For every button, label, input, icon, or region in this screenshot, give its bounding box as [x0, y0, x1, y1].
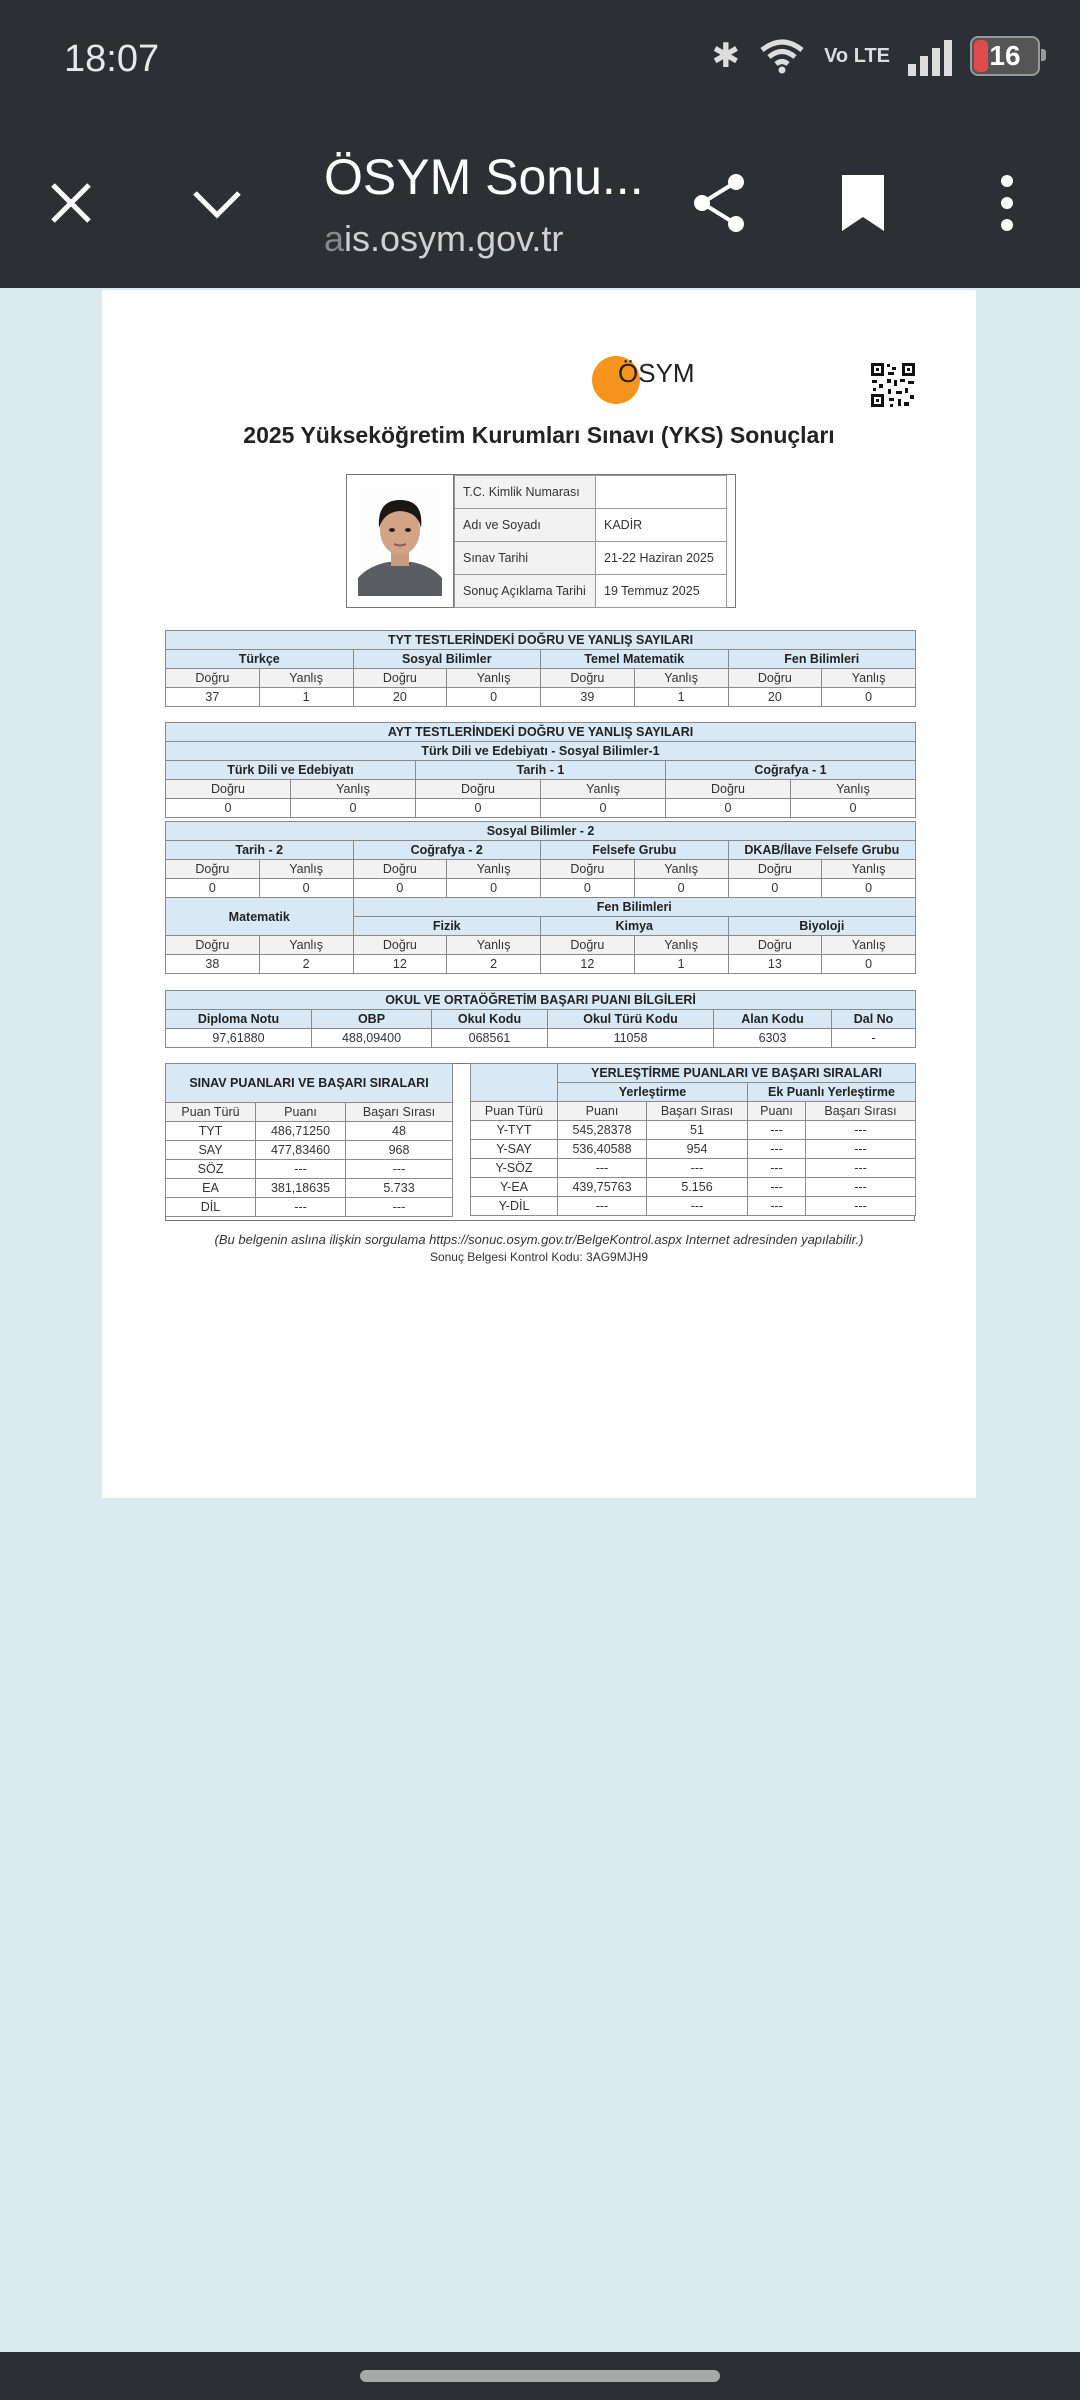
placement-cell: ---	[748, 1197, 806, 1216]
col-label: Yanlış	[634, 669, 728, 688]
school-table	[165, 990, 916, 1048]
placement-cell: ---	[806, 1159, 916, 1178]
ayt-title: AYT TESTLERİNDEKİ DOĞRU VE YANLIŞ SAYILARI	[166, 723, 916, 742]
id-value-name: KADİR	[596, 509, 727, 542]
placement-cell: Y-TYT	[471, 1121, 558, 1140]
placement-header: Puan Türü	[471, 1102, 558, 1121]
exam-cell: EA	[166, 1179, 256, 1198]
exam-cell: 477,83460	[256, 1141, 346, 1160]
placement-cell: ---	[558, 1197, 647, 1216]
placement-header: Puanı	[748, 1102, 806, 1121]
col-label: Doğru	[728, 936, 822, 955]
col-label: Doğru	[541, 860, 635, 879]
ayt-table-group1	[165, 722, 916, 818]
exam-cell: 968	[346, 1141, 453, 1160]
placement-cell: ---	[806, 1140, 916, 1159]
placement-cell: ---	[806, 1178, 916, 1197]
more-vert-icon	[999, 175, 1015, 231]
placement-cell: Y-SÖZ	[471, 1159, 558, 1178]
tyt-value: 1	[634, 688, 728, 707]
tyt-value: 20	[353, 688, 447, 707]
ayt-subject: Kimya	[541, 917, 729, 936]
ayt-value: 13	[728, 955, 822, 974]
id-key-tc: T.C. Kimlik Numarası	[455, 476, 596, 509]
school-value: 6303	[714, 1029, 832, 1048]
ayt-value: 0	[822, 955, 916, 974]
tyt-subject: Temel Matematik	[541, 650, 729, 669]
exam-scores-title: SINAV PUANLARI VE BAŞARI SIRALARI	[166, 1064, 453, 1103]
placement-title: YERLEŞTİRME PUANLARI VE BAŞARI SIRALARI	[558, 1064, 916, 1083]
volte-indicator: Vo LTE	[824, 45, 890, 67]
bookmark-icon	[840, 173, 886, 233]
exam-scores-table	[165, 1063, 453, 1217]
close-tab-button[interactable]	[26, 158, 116, 248]
exam-header: Başarı Sırası	[346, 1103, 453, 1122]
id-value-result-date: 19 Temmuz 2025	[596, 575, 727, 608]
tyt-subject: Türkçe	[166, 650, 354, 669]
ayt-value: 38	[166, 955, 260, 974]
id-value-tc	[596, 476, 727, 509]
exam-cell: SÖZ	[166, 1160, 256, 1179]
status-time: 18:07	[64, 38, 160, 80]
tyt-value: 39	[541, 688, 635, 707]
ayt-value: 0	[259, 879, 353, 898]
tyt-subject: Sosyal Bilimler	[353, 650, 541, 669]
status-icons	[712, 36, 1040, 76]
id-key-result-date: Sonuç Açıklama Tarihi	[455, 575, 596, 608]
ayt-subject: Tarih - 1	[416, 761, 666, 780]
exam-cell: SAY	[166, 1141, 256, 1160]
ayt-value: 12	[353, 955, 447, 974]
placement-cell: 545,28378	[558, 1121, 647, 1140]
col-label: Yanlış	[259, 669, 353, 688]
placement-cell: ---	[806, 1121, 916, 1140]
placement-header: Puanı	[558, 1102, 647, 1121]
exam-cell: TYT	[166, 1122, 256, 1141]
ayt-value: 0	[166, 799, 291, 818]
school-header: OBP	[312, 1010, 432, 1029]
placement-sub2: Ek Puanlı Yerleştirme	[748, 1083, 916, 1102]
id-key-exam-date: Sınav Tarihi	[455, 542, 596, 575]
exam-cell: ---	[256, 1160, 346, 1179]
exam-cell: ---	[346, 1160, 453, 1179]
placement-cell: Y-SAY	[471, 1140, 558, 1159]
bookmark-button[interactable]	[818, 158, 908, 248]
control-code: Sonuç Belgesi Kontrol Kodu: 3AG9MJH9	[429, 1250, 649, 1264]
battery-icon	[970, 36, 1040, 76]
ayt-subject: Biyoloji	[728, 917, 916, 936]
ayt-value: 0	[666, 799, 791, 818]
school-header: Okul Türü Kodu	[548, 1010, 714, 1029]
identity-table	[454, 475, 727, 608]
placement-cell: ---	[647, 1159, 748, 1178]
ayt-fen-title: Fen Bilimleri	[353, 898, 916, 917]
placement-header: Başarı Sırası	[806, 1102, 916, 1121]
ayt-value: 2	[447, 955, 541, 974]
school-value: 97,61880	[166, 1029, 312, 1048]
ayt-group2-title: Sosyal Bilimler - 2	[166, 822, 916, 841]
url-prefix: a	[324, 218, 345, 259]
ayt-value: 0	[791, 799, 916, 818]
ayt-value: 0	[353, 879, 447, 898]
col-label: Doğru	[353, 936, 447, 955]
school-value: 11058	[548, 1029, 714, 1048]
col-label: Doğru	[541, 669, 635, 688]
placement-cell: 954	[647, 1140, 748, 1159]
placement-header: Başarı Sırası	[647, 1102, 748, 1121]
col-label: Yanlış	[447, 860, 541, 879]
gesture-handle[interactable]	[360, 2370, 720, 2382]
page-url[interactable]	[324, 218, 563, 260]
col-label: Yanlış	[259, 860, 353, 879]
ayt-subject: DKAB/İlave Felsefe Grubu	[728, 841, 916, 860]
col-label: Yanlış	[541, 780, 666, 799]
school-header: Okul Kodu	[432, 1010, 548, 1029]
ayt-value: 0	[728, 879, 822, 898]
exam-header: Puanı	[256, 1103, 346, 1122]
placement-cell: ---	[806, 1197, 916, 1216]
exam-cell: ---	[256, 1198, 346, 1217]
placement-cell: 536,40588	[558, 1140, 647, 1159]
col-label: Yanlış	[259, 936, 353, 955]
col-label: Yanlış	[447, 669, 541, 688]
ayt-value: 0	[447, 879, 541, 898]
ayt-value: 1	[634, 955, 728, 974]
school-title: OKUL VE ORTAÖĞRETİM BAŞARI PUANI BİLGİLERİ	[166, 991, 916, 1010]
page-title[interactable]: ÖSYM Sonu...	[324, 149, 644, 205]
ayt-value: 0	[416, 799, 541, 818]
ayt-value: 0	[541, 879, 635, 898]
col-label: Yanlış	[791, 780, 916, 799]
placement-cell: ---	[647, 1197, 748, 1216]
osym-logo	[592, 354, 702, 414]
col-label: Doğru	[416, 780, 541, 799]
tyt-value: 37	[166, 688, 260, 707]
tyt-value: 0	[822, 688, 916, 707]
col-label: Doğru	[166, 669, 260, 688]
placement-blank	[471, 1064, 558, 1102]
school-value: 068561	[432, 1029, 548, 1048]
identity-box	[346, 474, 736, 608]
col-label: Yanlış	[634, 860, 728, 879]
result-document	[102, 290, 976, 1498]
col-label: Yanlış	[447, 936, 541, 955]
exam-cell: ---	[346, 1198, 453, 1217]
ayt-value: 12	[541, 955, 635, 974]
col-label: Yanlış	[291, 780, 416, 799]
placement-cell: ---	[748, 1159, 806, 1178]
id-value-exam-date: 21-22 Haziran 2025	[596, 542, 727, 575]
custom-tab-toolbar	[0, 100, 1080, 288]
ayt-subject: Felsefe Grubu	[541, 841, 729, 860]
ayt-subject: Türk Dili ve Edebiyatı	[166, 761, 416, 780]
placement-table	[470, 1063, 916, 1216]
school-value: 488,09400	[312, 1029, 432, 1048]
wifi-icon	[758, 36, 806, 76]
signal-icon	[908, 36, 952, 76]
url-text: is.osym.gov.tr	[344, 218, 564, 259]
bluetooth-icon: ✱	[711, 37, 741, 75]
navigation-bar	[0, 2352, 1080, 2400]
ayt-group1-title: Türk Dili ve Edebiyatı - Sosyal Bilimler-1	[166, 742, 916, 761]
exam-cell: 48	[346, 1122, 453, 1141]
placement-sub1: Yerleştirme	[558, 1083, 748, 1102]
ayt-subject: Coğrafya - 2	[353, 841, 541, 860]
placement-cell: ---	[558, 1159, 647, 1178]
tyt-value: 20	[728, 688, 822, 707]
col-label: Doğru	[666, 780, 791, 799]
share-button[interactable]	[675, 158, 765, 248]
col-label: Doğru	[166, 936, 260, 955]
col-label: Doğru	[728, 669, 822, 688]
col-label: Doğru	[166, 780, 291, 799]
ayt-value: 0	[541, 799, 666, 818]
minimize-tab-button[interactable]	[172, 158, 262, 248]
close-icon	[47, 179, 95, 227]
exam-cell: 381,18635	[256, 1179, 346, 1198]
placement-cell: ---	[748, 1178, 806, 1197]
col-label: Doğru	[541, 936, 635, 955]
ayt-value: 0	[634, 879, 728, 898]
col-label: Doğru	[353, 860, 447, 879]
exam-cell: 486,71250	[256, 1122, 346, 1141]
placement-cell: ---	[748, 1140, 806, 1159]
exam-cell: DİL	[166, 1198, 256, 1217]
placement-cell: ---	[748, 1121, 806, 1140]
tyt-value: 1	[259, 688, 353, 707]
chevron-down-icon	[189, 183, 245, 223]
tyt-subject: Fen Bilimleri	[728, 650, 916, 669]
ayt-subject: Fizik	[353, 917, 541, 936]
school-value: -	[832, 1029, 916, 1048]
col-label: Doğru	[166, 860, 260, 879]
verification-note: (Bu belgenin aslına ilişkin sorgulama https://sonuc.osym.gov.tr/BelgeKontrol.aspx Internet adresinden yapılabilir.)	[214, 1232, 864, 1247]
document-title: 2025 Yükseköğretim Kurumları Sınavı (YKS) Sonuçları	[243, 422, 835, 448]
osym-logo-text: ÖSYM	[618, 358, 695, 388]
exam-header: Puan Türü	[166, 1103, 256, 1122]
qr-code-icon	[870, 362, 916, 408]
placement-cell: Y-EA	[471, 1178, 558, 1197]
tyt-value: 0	[447, 688, 541, 707]
ayt-subject: Coğrafya - 1	[666, 761, 916, 780]
col-label: Yanlış	[822, 936, 916, 955]
ayt-value: 0	[822, 879, 916, 898]
school-header: Dal No	[832, 1010, 916, 1029]
ayt-value: 2	[259, 955, 353, 974]
tyt-table	[165, 630, 916, 707]
exam-cell: 5.733	[346, 1179, 453, 1198]
school-header: Diploma Notu	[166, 1010, 312, 1029]
candidate-photo	[347, 475, 454, 607]
placement-cell: 51	[647, 1121, 748, 1140]
placement-cell: Y-DİL	[471, 1197, 558, 1216]
more-options-button[interactable]	[962, 158, 1052, 248]
col-label: Doğru	[353, 669, 447, 688]
ayt-math-title: Matematik	[166, 898, 354, 936]
ayt-subject: Tarih - 2	[166, 841, 354, 860]
col-label: Yanlış	[822, 860, 916, 879]
ayt-value: 0	[166, 879, 260, 898]
ayt-table-group2	[165, 821, 916, 974]
ayt-value: 0	[291, 799, 416, 818]
person-photo-icon	[358, 486, 442, 596]
id-key-name: Adı ve Soyadı	[455, 509, 596, 542]
battery-level: 16	[989, 40, 1021, 71]
col-label: Doğru	[728, 860, 822, 879]
school-header: Alan Kodu	[714, 1010, 832, 1029]
placement-cell: 439,75763	[558, 1178, 647, 1197]
share-icon	[690, 172, 750, 234]
status-bar	[0, 0, 1080, 100]
placement-cell: 5.156	[647, 1178, 748, 1197]
tyt-title: TYT TESTLERİNDEKİ DOĞRU VE YANLIŞ SAYILARI	[166, 631, 916, 650]
col-label: Yanlış	[822, 669, 916, 688]
col-label: Yanlış	[634, 936, 728, 955]
